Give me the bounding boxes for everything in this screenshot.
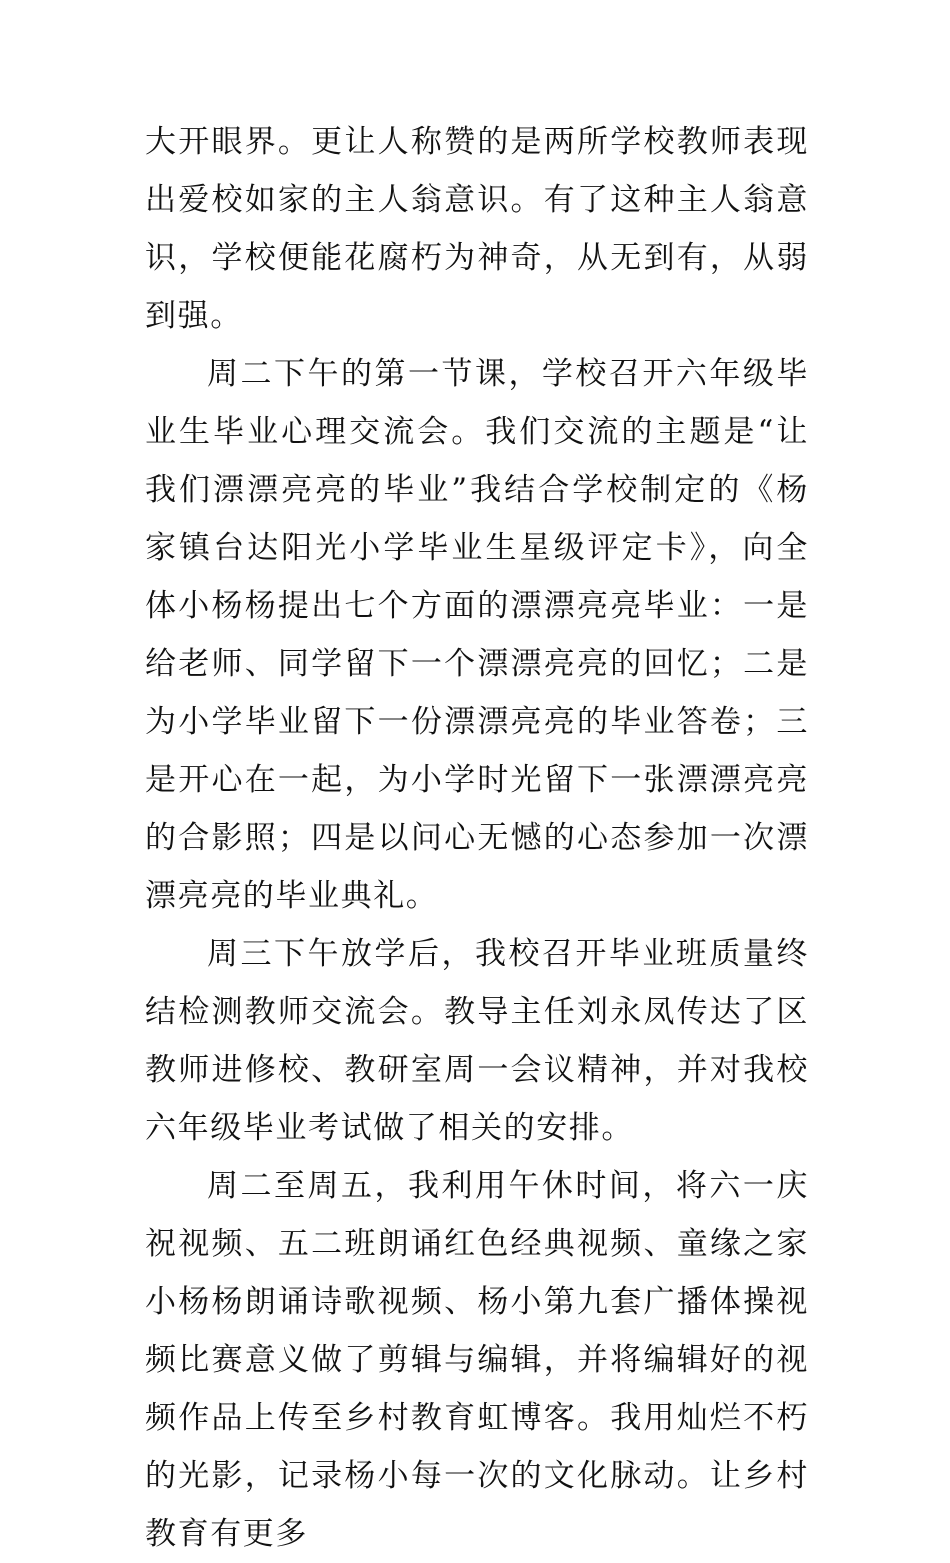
- paragraph-graduation-meeting: 周二下午的第一节课，学校召开六年级毕业生毕业心理交流会。我们交流的主题是“让我们漂漂亮亮的毕业”我结合学校制定的《杨家镇台达阳光小学毕业生星级评定卡》，向全体小杨杨提出七个方面的漂漂亮亮毕业：一是给老师、同学留下一个漂漂亮亮的回忆；二是为小学毕业留下一份漂漂亮亮的毕业答卷；三是开心在一起，为小学时光留下一张漂漂亮亮的合影照；四是以问心无憾的心态参加一次漂漂亮亮的毕业典礼。: [145, 356, 809, 914]
- paragraph-teacher-meeting: 周三下午放学后，我校召开毕业班质量终结检测教师交流会。教导主任刘永凤传达了区教师进修校、教研室周一会议精神，并对我校六年级毕业考试做了相关的安排。: [145, 936, 809, 1146]
- paragraph-video-editing: 周二至周五，我利用午休时间，将六一庆祝视频、五二班朗诵红色经典视频、童缘之家小杨杨朗诵诗歌视频、杨小第九套广播体操视频比赛意义做了剪辑与编辑，并将编辑好的视频作品上传至乡村教育虹博客。我用灿烂不朽的光影，记录杨小每一次的文化脉动。让乡村教育有更多: [145, 1168, 809, 1552]
- document-body: [145, 113, 809, 1563]
- paragraph-continuation: 大开眼界。更让人称赞的是两所学校教师表现出爱校如家的主人翁意识。有了这种主人翁意识，学校便能花腐朽为神奇，从无到有，从弱到强。: [145, 124, 809, 334]
